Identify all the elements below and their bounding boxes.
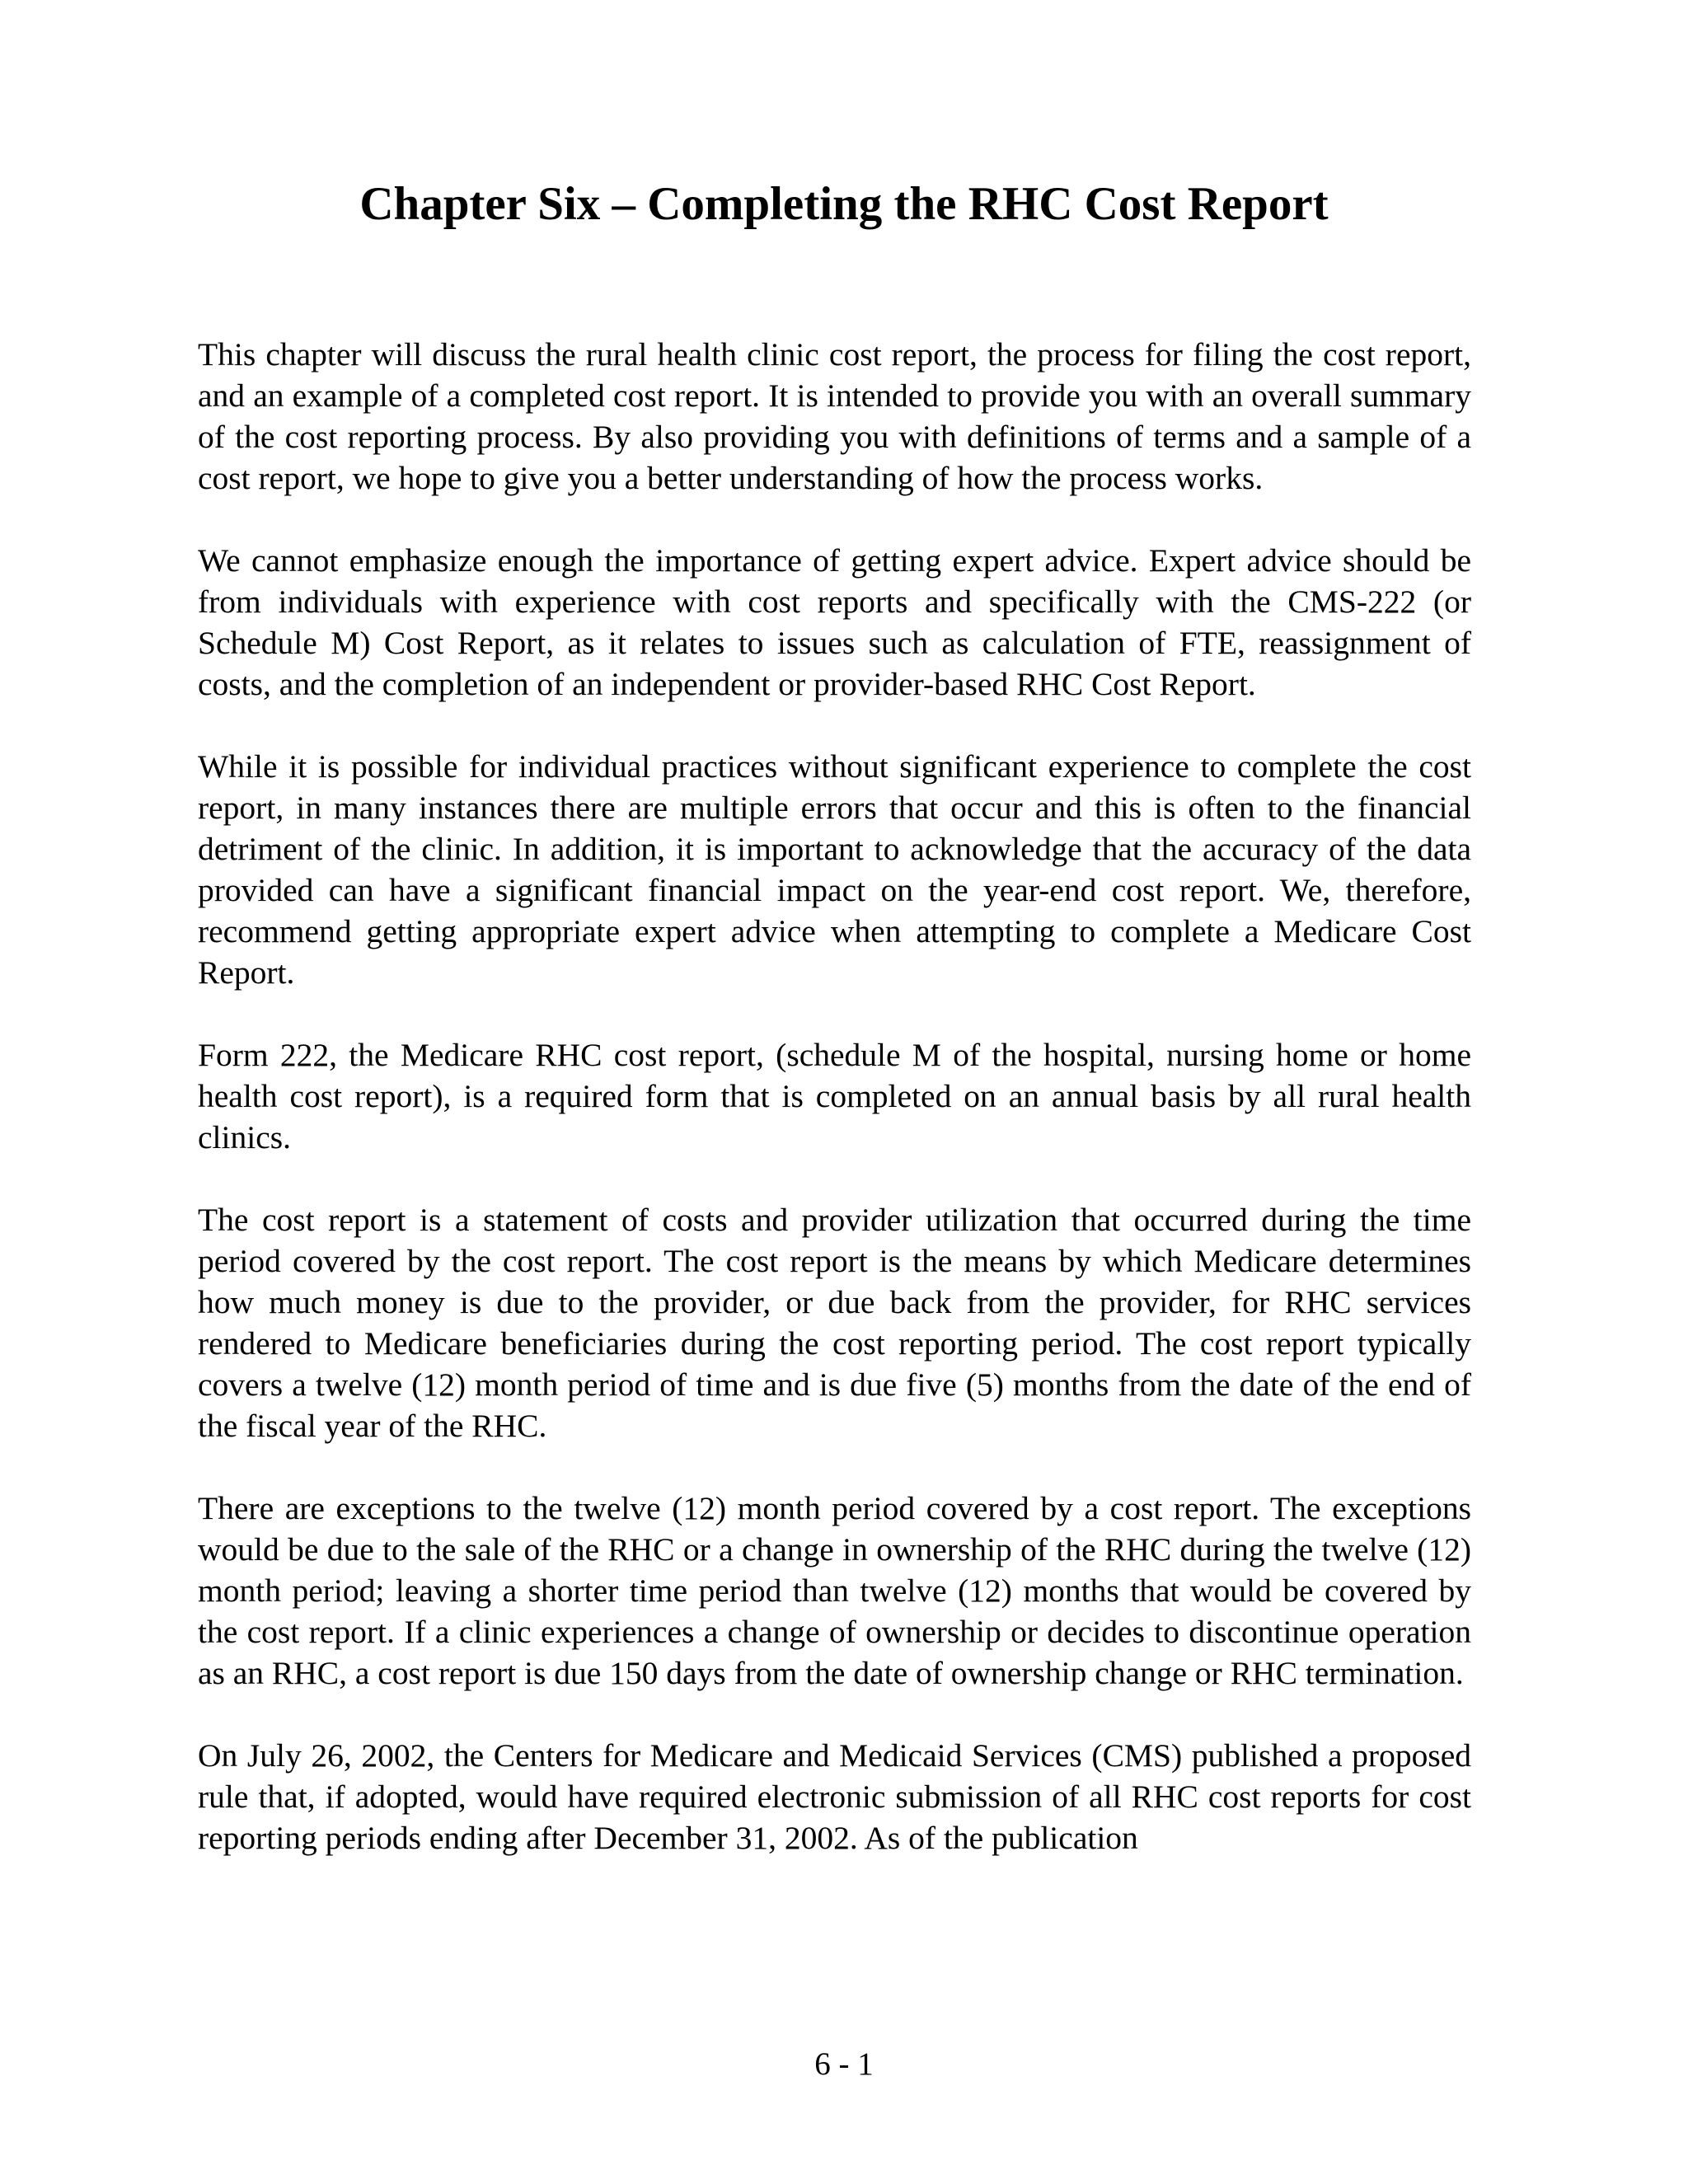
body-text [198, 334, 1471, 1900]
page-number: 6 - 1 [814, 2046, 874, 2082]
paragraph-electronic-submission: On July 26, 2002, the Centers for Medicare and Medicaid Services (CMS) published a proposed rule that, if adopted, would have required electronic submission of all RHC cost reports for cost reporting periods ending after December 31, 2002. As of the publication [198, 1737, 1471, 1856]
paragraph-form-222: Form 222, the Medicare RHC cost report, (schedule M of the hospital, nursing home or home health cost report), is a required form that is completed on an annual basis by all rural health clinics. [198, 1037, 1471, 1155]
paragraph-expert-advice: We cannot emphasize enough the importance of getting expert advice. Expert advice should be from individuals with experience with cost reports and specifically with the CMS-222 (or Schedule M) Cost Report, as it relates to issues such as calculation of FTE, reassignment of costs, and the completion of an independent or provider-based RHC Cost Report. [198, 542, 1471, 702]
paragraph-intro: This chapter will discuss the rural health clinic cost report, the process for filing the cost report, and an example of a completed cost report. It is intended to provide you with an overall summary of the cost reporting process. By also providing you with definitions of terms and a sample of a cost report, we hope to give you a better understanding of how the process works. [198, 336, 1471, 496]
paragraph-errors: While it is possible for individual practices without significant experience to complete the cost report, in many instances there are multiple errors that occur and this is often to the financial detriment of the clinic. In addition, it is important to acknowledge that the accuracy of the data provided can have a significant financial impact on the year-end cost report. We, therefore, recommend getting appropriate expert advice when attempting to complete a Medicare Cost Report. [198, 748, 1471, 991]
chapter-title: Chapter Six – Completing the RHC Cost Report [359, 178, 1329, 230]
paragraph-cost-statement: The cost report is a statement of costs and provider utilization that occurred during the time period covered by the cost report. The cost report is the means by which Medicare determines how much money is due to the provider, or due back from the provider, for RHC services rendered to Medicare beneficiaries during the cost reporting period. The cost report typically covers a twelve (12) month period of time and is due five (5) months from the date of the end of the fiscal year of the RHC. [198, 1202, 1471, 1444]
paragraph-exceptions: There are exceptions to the twelve (12) month period covered by a cost report. The exceptions would be due to the sale of the RHC or a change in ownership of the RHC during the twelve (12) month period; leaving a shorter time period than twelve (12) months that would be covered by the cost report. If a clinic experiences a change of ownership or decides to discontinue operation as an RHC, a cost report is due 150 days from the date of ownership change or RHC termination. [198, 1490, 1471, 1691]
